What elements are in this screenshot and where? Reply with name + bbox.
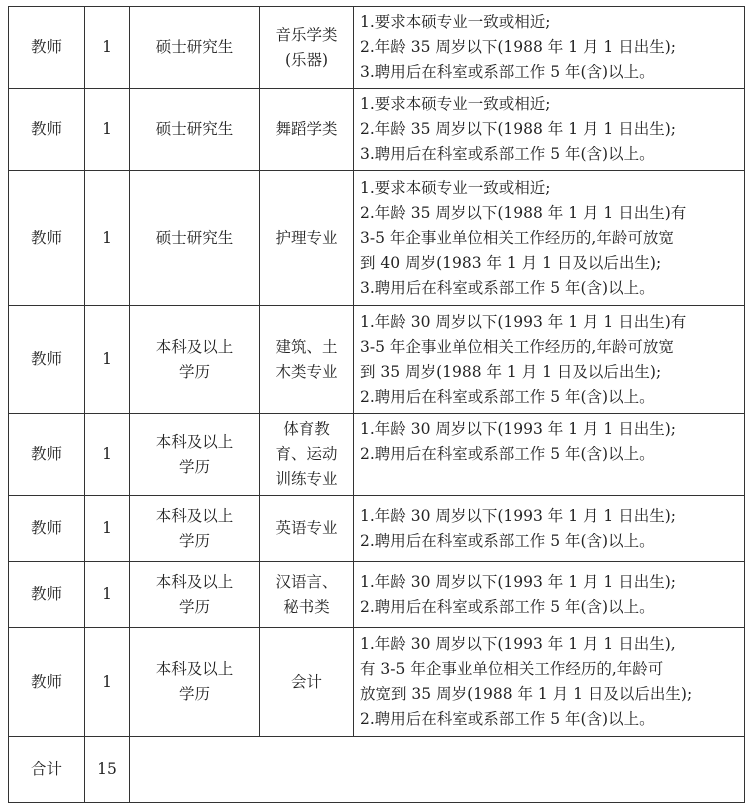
- requirement-line: 1.年龄 30 周岁以下(1993 年 1 月 1 日出生);: [360, 572, 676, 591]
- requirement-line: 1.要求本硕专业一致或相近;: [360, 13, 551, 31]
- major-cell: [260, 562, 354, 628]
- position-cell: 教师: [9, 628, 85, 737]
- requirement-line: 2.年龄 35 周岁以下(1988 年 1 月 1 日出生);: [360, 120, 676, 138]
- education-line: 硕士研究生: [155, 120, 234, 138]
- education-line: 学历: [178, 685, 210, 703]
- major-cell: [260, 414, 354, 496]
- table-row: [9, 7, 745, 89]
- requirement-line: 1.年龄 30 周岁以下(1993 年 1 月 1 日出生);: [360, 506, 676, 525]
- requirements-cell: [354, 562, 745, 628]
- education-line: 硕士研究生: [155, 38, 234, 56]
- education-line: 本科及以上: [155, 660, 234, 678]
- requirement-line: 到 35 周岁(1988 年 1 月 1 日及以后出生);: [360, 362, 662, 381]
- major-line: 英语专业: [275, 519, 338, 537]
- education-line: 学历: [178, 362, 210, 381]
- recruitment-table: [8, 6, 745, 803]
- position-cell: 教师: [9, 306, 85, 414]
- count-cell: 1: [85, 306, 130, 414]
- total-empty-cell: [130, 737, 745, 803]
- position-cell: 教师: [9, 496, 85, 562]
- table-body: [9, 7, 745, 803]
- major-line: (乐器): [284, 50, 329, 69]
- education-cell: [130, 306, 260, 414]
- major-cell: [260, 628, 354, 737]
- requirements-cell: [354, 89, 745, 171]
- position-cell: 教师: [9, 562, 85, 628]
- requirement-line: 1.年龄 30 周岁以下(1993 年 1 月 1 日出生),: [360, 635, 676, 653]
- major-line: 秘书类: [283, 597, 330, 616]
- table-row: [9, 89, 745, 171]
- total-row: [9, 737, 745, 803]
- requirement-line: 3.聘用后在科室或系部工作 5 年(含)以上。: [360, 63, 655, 81]
- requirement-line: 到 40 周岁(1983 年 1 月 1 日及以后出生);: [360, 253, 662, 272]
- major-line: 护理专业: [275, 228, 338, 247]
- education-line: 本科及以上: [155, 572, 234, 591]
- major-line: 育、运动: [275, 445, 338, 463]
- requirements-cell: [354, 414, 745, 496]
- major-line: 舞蹈学类: [275, 120, 338, 138]
- education-line: 学历: [178, 597, 210, 616]
- education-cell: [130, 7, 260, 89]
- major-cell: [260, 171, 354, 306]
- education-line: 硕士研究生: [155, 228, 234, 247]
- education-line: 本科及以上: [155, 337, 234, 356]
- major-line: 建筑、土: [275, 337, 338, 356]
- education-cell: [130, 496, 260, 562]
- table-row: [9, 306, 745, 414]
- position-cell: 教师: [9, 7, 85, 89]
- education-line: 本科及以上: [155, 506, 234, 525]
- requirement-line: 1.要求本硕专业一致或相近;: [360, 95, 551, 113]
- position-cell: 教师: [9, 171, 85, 306]
- position-cell: 教师: [9, 89, 85, 171]
- count-cell: 1: [85, 628, 130, 737]
- major-line: 训练专业: [275, 470, 338, 488]
- table-row: [9, 496, 745, 562]
- major-cell: [260, 306, 354, 414]
- requirement-line: 2.聘用后在科室或系部工作 5 年(含)以上。: [360, 531, 655, 550]
- requirement-line: 2.聘用后在科室或系部工作 5 年(含)以上。: [360, 445, 655, 463]
- table-row: [9, 562, 745, 628]
- count-cell: 1: [85, 496, 130, 562]
- requirement-line: 3.聘用后在科室或系部工作 5 年(含)以上。: [360, 145, 655, 163]
- requirement-line: 1.要求本硕专业一致或相近;: [360, 178, 551, 197]
- requirement-line: 1.年龄 30 周岁以下(1993 年 1 月 1 日出生);: [360, 420, 676, 438]
- major-line: 木类专业: [275, 362, 338, 381]
- count-cell: 1: [85, 562, 130, 628]
- requirements-cell: [354, 496, 745, 562]
- requirement-line: 1.年龄 30 周岁以下(1993 年 1 月 1 日出生)有: [360, 312, 687, 331]
- requirement-line: 有 3-5 年企事业单位相关工作经历的,年龄可: [360, 660, 664, 678]
- total-label-cell: 合计: [9, 737, 85, 803]
- total-count-cell: 15: [85, 737, 130, 803]
- requirement-line: 3-5 年企事业单位相关工作经历的,年龄可放宽: [360, 337, 674, 356]
- major-line: 体育教: [283, 420, 330, 438]
- requirements-cell: [354, 306, 745, 414]
- major-cell: [260, 496, 354, 562]
- major-line: 会计: [290, 672, 322, 691]
- education-cell: [130, 628, 260, 737]
- major-line: 汉语言、: [275, 572, 338, 591]
- major-cell: [260, 7, 354, 89]
- education-line: 学历: [178, 531, 210, 550]
- requirement-line: 2.年龄 35 周岁以下(1988 年 1 月 1 日出生)有: [360, 203, 687, 222]
- requirements-cell: [354, 171, 745, 306]
- requirement-line: 2.聘用后在科室或系部工作 5 年(含)以上。: [360, 387, 655, 406]
- education-cell: [130, 171, 260, 306]
- count-cell: 1: [85, 171, 130, 306]
- education-cell: [130, 562, 260, 628]
- count-cell: 1: [85, 89, 130, 171]
- education-cell: [130, 89, 260, 171]
- requirements-cell: [354, 628, 745, 737]
- requirement-line: 2.年龄 35 周岁以下(1988 年 1 月 1 日出生);: [360, 38, 676, 56]
- requirement-line: 2.聘用后在科室或系部工作 5 年(含)以上。: [360, 710, 655, 728]
- major-line: 音乐学类: [275, 25, 338, 44]
- education-line: 本科及以上: [155, 432, 234, 451]
- requirement-line: 3.聘用后在科室或系部工作 5 年(含)以上。: [360, 278, 655, 297]
- table-row: [9, 628, 745, 737]
- major-cell: [260, 89, 354, 171]
- requirement-line: 2.聘用后在科室或系部工作 5 年(含)以上。: [360, 597, 655, 616]
- table-row: [9, 414, 745, 496]
- education-line: 学历: [178, 457, 210, 476]
- requirement-line: 3-5 年企事业单位相关工作经历的,年龄可放宽: [360, 228, 674, 247]
- requirement-line: 放宽到 35 周岁(1988 年 1 月 1 日及以后出生);: [360, 685, 693, 703]
- position-cell: 教师: [9, 414, 85, 496]
- count-cell: 1: [85, 414, 130, 496]
- count-cell: 1: [85, 7, 130, 89]
- education-cell: [130, 414, 260, 496]
- requirements-cell: [354, 7, 745, 89]
- table-row: [9, 171, 745, 306]
